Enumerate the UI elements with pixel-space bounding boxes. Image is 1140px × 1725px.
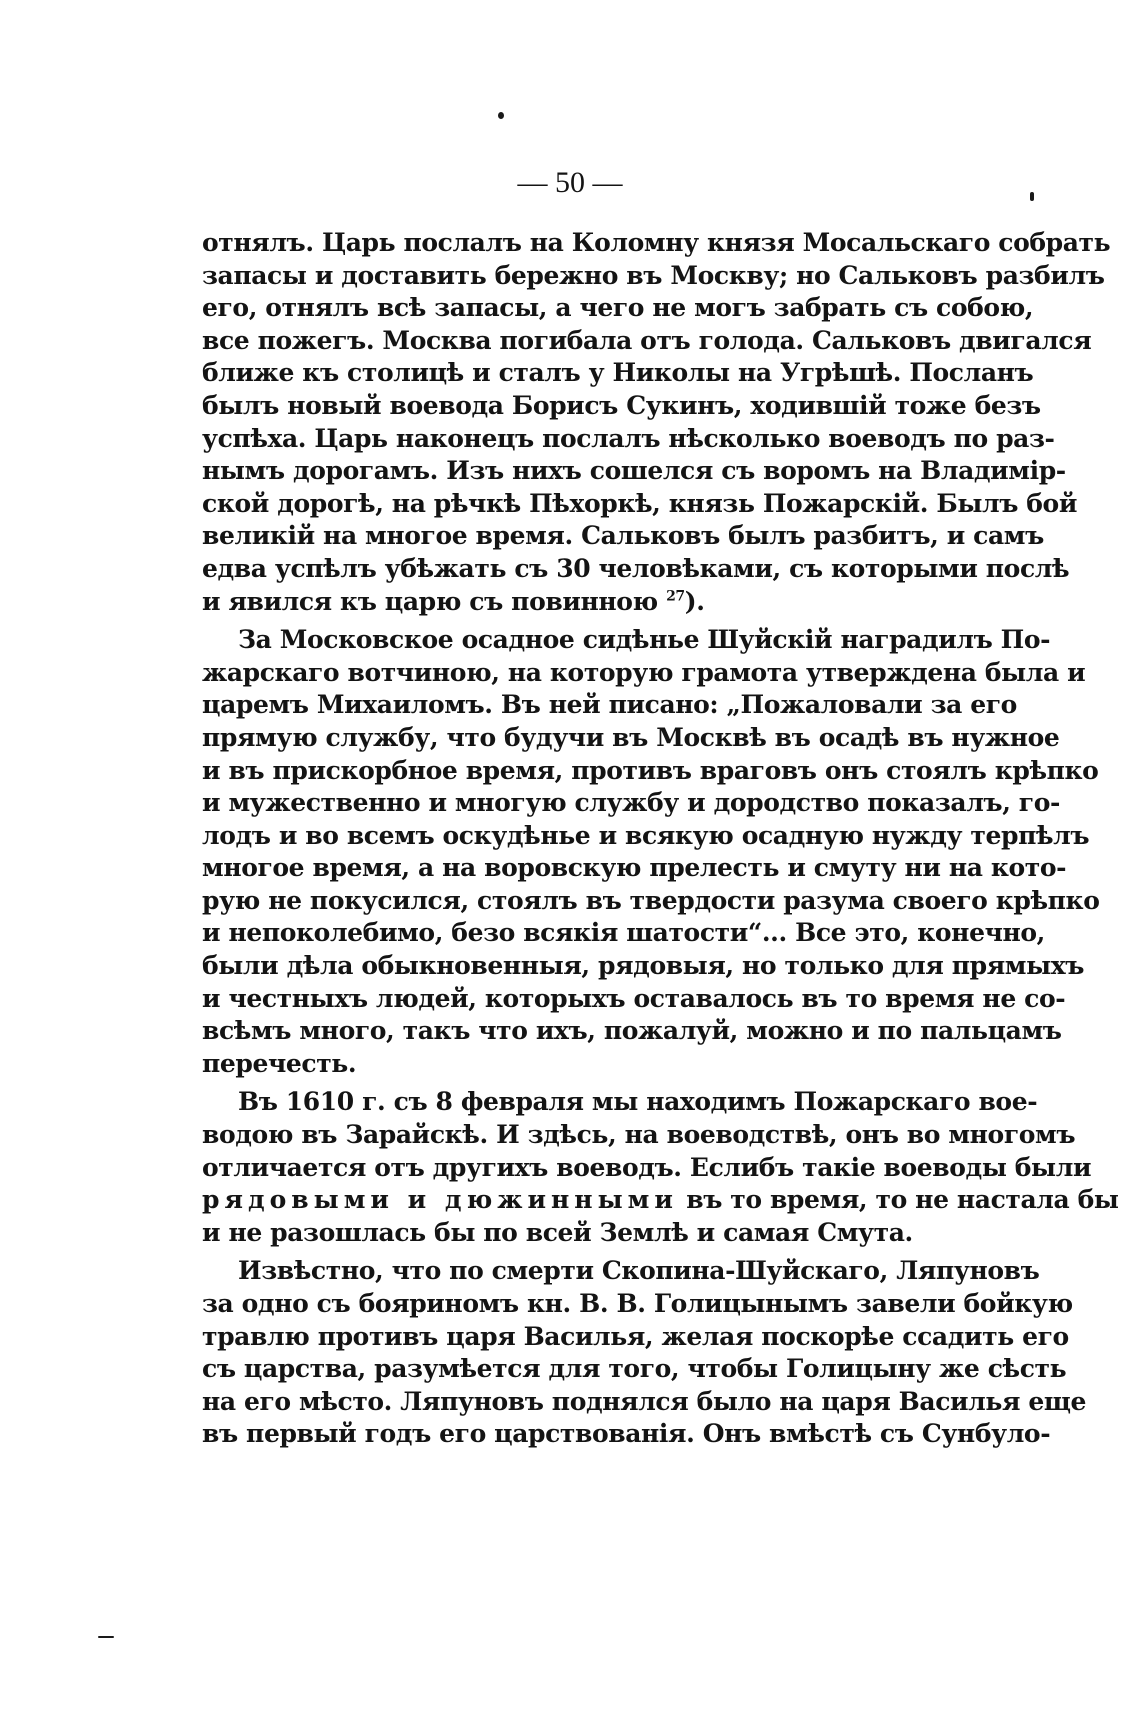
text-line: на его мѣсто. Ляпуновъ поднялся было на царя Василья еще — [202, 1386, 1087, 1416]
text-line: и мужественно и многую службу и дородство показалъ, го- — [202, 788, 1060, 818]
text-line: отличается отъ другихъ воеводъ. Еслибъ такіе воеводы были — [202, 1152, 1092, 1182]
text-line: былъ новый воевода Борисъ Сукинъ, ходившій тоже безъ — [202, 390, 1041, 420]
text-line: ближе къ столицѣ и сталъ у Николы на Угрѣшѣ. Посланъ — [202, 358, 1034, 388]
footnote-ref: 27 — [666, 588, 685, 605]
text-line: и въ прискорбное время, противъ враговъ онъ стоялъ крѣпко — [202, 755, 1099, 785]
text-line: водою въ Зарайскѣ. И здѣсь, на воеводствѣ, онъ во многомъ — [202, 1120, 1076, 1150]
ink-speck — [498, 112, 504, 119]
text-line: отнялъ. Царь послалъ на Коломну князя Мосальскаго собрать — [202, 228, 1111, 257]
text-line: многое время, а на воровскую прелесть и смуту ни на кото- — [202, 853, 1067, 883]
body-text — [202, 227, 1119, 1451]
text-line: въ первый годъ его царствованія. Онъ вмѣстѣ съ Сунбуло- — [202, 1419, 1051, 1449]
text-line: перечесть. — [202, 1048, 357, 1078]
spaced-emphasis: рядовыми и дюжинными — [202, 1185, 678, 1215]
text-line: и не разошлась бы по всей Землѣ и самая Смута. — [202, 1217, 913, 1247]
text-line: всѣмъ много, такъ что ихъ, пожалуй, можно и по пальцамъ — [202, 1016, 1062, 1046]
text-line: запасы и доставить бережно въ Москву; но Сальковъ разбилъ — [202, 260, 1105, 290]
text-segment: ). — [684, 586, 705, 616]
text-line: лодъ и во всемъ оскудѣнье и всякую осадную нужду терпѣлъ — [202, 820, 1090, 850]
text-line: жарскаго вотчиною, на которую грамота утверждена была и — [202, 657, 1086, 687]
page-number: — 50 — — [517, 166, 623, 199]
text-line: нымъ дорогамъ. Изъ нихъ сошелся съ воромъ на Владимір- — [202, 456, 1066, 486]
text-line: царемъ Михаиломъ. Въ ней писано: „Пожаловали за его — [202, 690, 1017, 720]
text-segment: въ то время, то не настала бы — [677, 1185, 1119, 1215]
text-line: его, отнялъ всѣ запасы, а чего не могъ забрать съ собою, — [202, 293, 1034, 323]
text-line: Извѣстно, что по смерти Скопина-Шуйскаго, Ляпуновъ — [238, 1256, 1040, 1286]
text-line: Въ 1610 г. съ 8 февраля мы находимъ Пожарскаго вое- — [238, 1087, 1038, 1117]
text-line — [202, 586, 962, 619]
text-line: едва успѣлъ убѣжать съ 30 человѣками, съ которыми послѣ — [202, 553, 1070, 583]
ink-speck — [98, 1636, 114, 1638]
text-line: прямую службу, что будучи въ Москвѣ въ осадѣ въ нужное — [202, 722, 1060, 752]
text-line: великій на многое время. Сальковъ былъ разбитъ, и самъ — [202, 521, 1044, 551]
text-line: были дѣла обыкновенныя, рядовыя, но только для прямыхъ — [202, 951, 1085, 981]
text-segment: и явился къ царю съ повинною — [202, 586, 658, 616]
text-line: и честныхъ людей, которыхъ оставалось въ то время не со- — [202, 983, 1066, 1013]
text-line: успѣха. Царь наконецъ послалъ нѣсколько воеводъ по раз- — [202, 423, 1055, 453]
text-line: ской дорогѣ, на рѣчкѣ Пѣхоркѣ, князь Пожарскій. Былъ бой — [202, 488, 1077, 518]
text-line: съ царства, разумѣется для того, чтобы Голицыну же сѣсть — [202, 1354, 1067, 1384]
text-line: за одно съ бояриномъ кн. В. В. Голицынымъ завели бойкую — [202, 1289, 1073, 1318]
text-line: все пожегъ. Москва погибала отъ голода. Сальковъ двигался — [202, 325, 1092, 355]
text-line: травлю противъ царя Василья, желая поскорѣе ссадить его — [202, 1321, 1069, 1351]
text-line — [202, 1184, 1119, 1217]
text-line: и непоколебимо, безо всякія шатости“... Все это, конечно, — [202, 918, 1045, 948]
text-line: За Московское осадное сидѣнье Шуйскій наградилъ По- — [238, 625, 1051, 655]
text-line: рую не покусился, стоялъ въ твердости разума своего крѣпко — [202, 885, 1100, 915]
